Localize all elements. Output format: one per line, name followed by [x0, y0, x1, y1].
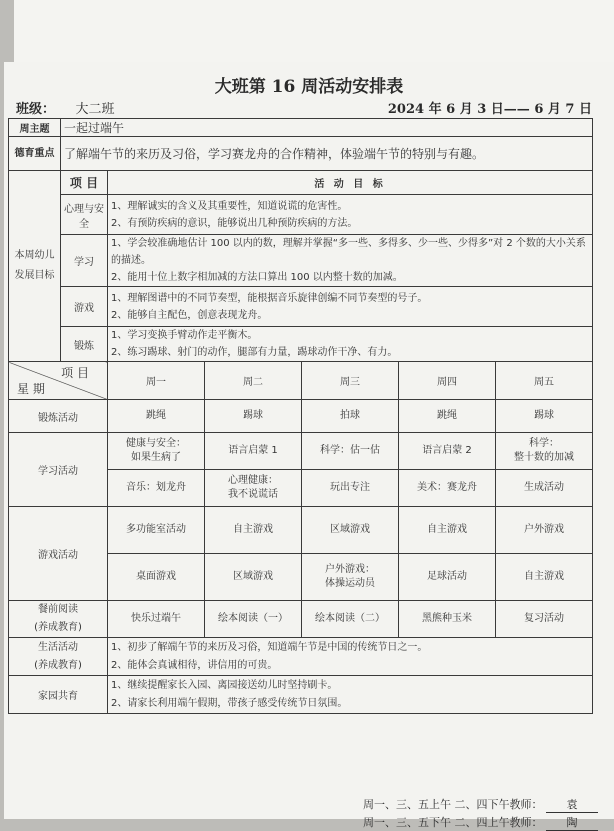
activity-cell: 踢球 [496, 400, 593, 433]
activity-cell: 区域游戏 [302, 507, 399, 554]
activity-cell: 黑熊种玉米 [399, 601, 496, 638]
moral-value: 了解端午节的来历及习俗，学习赛龙舟的合作精神，体验端午节的特别与有趣。 [61, 137, 593, 171]
teacher-1-name: 袁 [546, 796, 598, 813]
activity-cell: 音乐：划龙舟 [108, 470, 205, 507]
goal-line: 2、练习踢球、射门的动作，腿部有力量，踢球动作干净、有力。 [111, 347, 398, 358]
exercise-label: 锻炼活动 [9, 400, 108, 433]
activity-cell: 绘本阅读（二） [302, 601, 399, 638]
home-row [9, 676, 593, 714]
diagonal-header-cell [9, 362, 108, 400]
footer-line-2: 周一、三、五下午 二、四上午教师： [363, 816, 543, 829]
teacher-2-name: 陶 [546, 814, 598, 831]
goal-row [9, 287, 593, 327]
theme-value: 一起过端午 [61, 119, 593, 137]
home-line: 1、继续提醒家长入园、离园接送幼儿时坚持刷卡。 [111, 679, 338, 691]
goal-line: 1、学会较准确地估计 100 以内的数，理解并掌握“多一些、多得多、少一些、少得多”对 2 个数的大小关系的描述。 [111, 238, 586, 266]
activity-cell: 语言启蒙 1 [205, 433, 302, 470]
activity-cell: 健康与安全： 如果生病了 [108, 433, 205, 470]
play-row [9, 507, 593, 554]
day-header: 周五 [496, 362, 593, 400]
life-label: 生活活动 (养成教育) [9, 638, 108, 676]
moral-row [9, 137, 593, 171]
goal-line: 2、能够自主配色，创意表现龙舟。 [111, 309, 268, 321]
schedule-week-label: 星 期 [17, 382, 45, 396]
activity-cell: 区域游戏 [205, 554, 302, 601]
day-header: 周一 [108, 362, 205, 400]
goal-line: 1、理解图谱中的不同节奏型，能根据音乐旋律创编不同节奏型的号子。 [111, 292, 428, 304]
goal-row [9, 235, 593, 287]
goal-line: 2、有预防疾病的意识，能够说出几种预防疾病的方法。 [111, 217, 358, 229]
day-header: 周三 [302, 362, 399, 400]
day-header: 周四 [399, 362, 496, 400]
day-header: 周二 [205, 362, 302, 400]
home-line: 2、请家长利用端午假期，带孩子感受传统节日氛围。 [111, 697, 348, 709]
goal-item: 锻炼 [61, 327, 108, 362]
activity-cell: 科学： 整十数的加减 [496, 433, 593, 470]
activity-cell: 拍球 [302, 400, 399, 433]
date-range: 2024 年 6 月 3 日—— 6 月 7 日 [387, 102, 592, 117]
schedule-table [8, 118, 593, 714]
activity-cell: 踢球 [205, 400, 302, 433]
activity-cell: 自主游戏 [496, 554, 593, 601]
class-name: 大二班 [75, 102, 115, 117]
learning-label: 学习活动 [9, 433, 108, 507]
reading-row [9, 601, 593, 638]
life-line: 1、初步了解端午节的来历及习俗，知道端午节是中国的传统节日之一。 [111, 641, 428, 653]
goal-row [9, 327, 593, 362]
activity-cell: 自主游戏 [399, 507, 496, 554]
activity-cell: 桌面游戏 [108, 554, 205, 601]
reading-label: 餐前阅读 (养成教育) [9, 601, 108, 638]
activity-cell: 美术：赛龙舟 [399, 470, 496, 507]
activity-cell: 复习活动 [496, 601, 593, 638]
goal-line: 1、学习变换手臂动作走平衡木。 [111, 330, 258, 341]
schedule-header-row [9, 362, 593, 400]
class-label: 班级： [16, 102, 56, 117]
goal-line: 2、能用十位上数字相加减的方法口算出 100 以内整十数的加减。 [111, 272, 403, 283]
activity-cell: 心理健康： 我不说谎话 [205, 470, 302, 507]
activity-cell: 跳绳 [108, 400, 205, 433]
life-row [9, 638, 593, 676]
activity-cell: 自主游戏 [205, 507, 302, 554]
class-info [16, 98, 115, 117]
schedule-sheet [4, 62, 614, 829]
activity-cell: 户外游戏 [496, 507, 593, 554]
home-label: 家园共育 [9, 676, 108, 714]
play-label: 游戏活动 [9, 507, 108, 601]
goals-header-row [9, 171, 593, 195]
learning-row [9, 433, 593, 470]
activity-cell: 生成活动 [496, 470, 593, 507]
goal-item: 心理与安全 [61, 195, 108, 235]
activity-cell: 绘本阅读（一） [205, 601, 302, 638]
theme-label: 周主题 [9, 119, 61, 137]
goal-item: 学习 [61, 235, 108, 287]
activity-cell: 足球活动 [399, 554, 496, 601]
goals-col-item: 项 目 [61, 171, 108, 195]
activity-cell: 多功能室活动 [108, 507, 205, 554]
goal-item: 游戏 [61, 287, 108, 327]
theme-row [9, 119, 593, 137]
goal-line: 1、理解诚实的含义及其重要性，知道说谎的危害性。 [111, 200, 348, 212]
goals-col-goal: 活 动 目 标 [108, 171, 593, 195]
goals-section-label: 本周幼儿发展目标 [9, 171, 61, 362]
footer-teacher-2 [363, 814, 598, 831]
footer-teacher-1 [363, 796, 598, 813]
exercise-row [9, 400, 593, 433]
page-title: 大班第 16 周活动安排表 [214, 77, 404, 97]
activity-cell: 语言启蒙 2 [399, 433, 496, 470]
footer-line-1: 周一、三、五上午 二、四下午教师： [363, 798, 543, 811]
schedule-item-label: 项 目 [61, 366, 89, 380]
life-line: 2、能体会真诚相待，讲信用的可贵。 [111, 659, 278, 671]
activity-cell: 户外游戏： 体操运动员 [302, 554, 399, 601]
moral-label: 德育重点 [9, 137, 61, 171]
activity-cell: 科学：估一估 [302, 433, 399, 470]
goal-row [9, 195, 593, 235]
activity-cell: 快乐过端午 [108, 601, 205, 638]
activity-cell: 玩出专注 [302, 470, 399, 507]
activity-cell: 跳绳 [399, 400, 496, 433]
